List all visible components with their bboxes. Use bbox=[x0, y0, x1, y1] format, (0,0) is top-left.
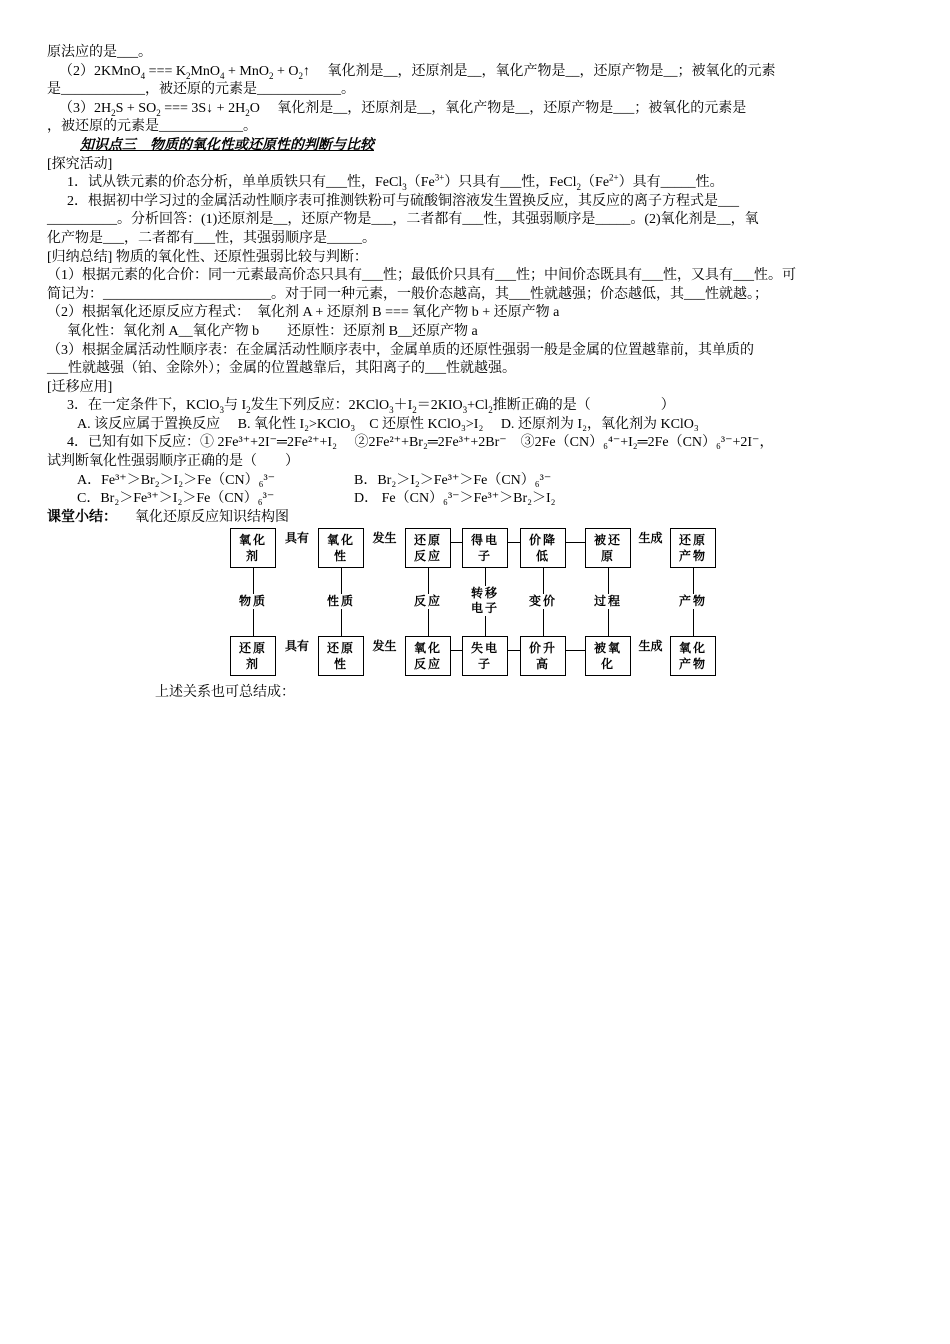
diagram-box-bottom: 被氧 化 bbox=[585, 636, 631, 676]
text-line: 氧化性：氧化剂 A__氧化产物 b 还原性：还原剂 B__还原产物 a bbox=[67, 323, 478, 339]
diagram-link-label: 具有 bbox=[276, 637, 318, 654]
text-line: 原法应的是___。 bbox=[47, 45, 152, 60]
text-line: __________。分析回答：(1)还原剂是__，还原产物是___，二者都有___性，其强弱顺序是_____。(2)氧化剂是__，氧 bbox=[47, 212, 759, 228]
diagram-box-top: 还原 反应 bbox=[405, 528, 451, 568]
diagram-box-bottom: 价升 高 bbox=[520, 636, 566, 676]
question-2: 2．根据初中学习过的金属活动性顺序表可推测铁粉可与硫酸铜溶液发生置换反应，其反应的离子方程式是___ bbox=[67, 193, 739, 209]
diagram-box-top: 被还 原 bbox=[585, 528, 631, 568]
diagram-box-top: 得电 子 bbox=[462, 528, 508, 568]
question-2-line: （2）2KMnO$_4$ === $K_2MnO_4 + MnO_2$ + $O_2↑$ 氧化剂是__，还原剂是__，氧化产物是__，还原产物是__；被氧化的元素 bbox=[59, 63, 776, 81]
question-3-options: A. 该反应属于置换反应 B. 氧化性 I₂>KClO₃ C 还原性 KClO₃>I₂ D. 还原剂为 I₂，氧化剂为 KClO₃ bbox=[77, 416, 699, 432]
section-heading: 知识点三 物质的氧化性或还原性的判断与比较 bbox=[80, 137, 374, 153]
diagram-middle-label: 转移 电子 bbox=[461, 586, 509, 616]
text-line: ___性就越强（铂、金除外）；金属的位置越靠后，其阳离子的___性就越强。 bbox=[47, 361, 516, 377]
text-line: （1）根据元素的化合价：同一元素最高价态只具有___性；最低价只具有___性；中间价态既具有___性，又具有___性。可 bbox=[47, 268, 796, 284]
apply-label: [迁移应用] bbox=[47, 379, 113, 395]
diagram-box-top: 价降 低 bbox=[520, 528, 566, 568]
text-line: ，被还原的元素是____________。 bbox=[47, 119, 257, 135]
question-4: 4．已知有如下反应：① 2Fe³⁺+2I⁻═2Fe²⁺+I₂ ②2Fe²⁺+Br₂═2Fe³⁺+2Br⁻ ③2Fe（CN）₆⁴⁻+I₂═2Fe（CN）₆³⁻+2I⁻， bbox=[67, 435, 774, 451]
diagram-box-top: 氧化 剂 bbox=[230, 528, 276, 568]
knowledge-structure-diagram bbox=[230, 528, 716, 678]
question-3: 3．在一定条件下，KClO$_3$与 $I_2$发生下列反应：$2KClO_3+I_2=2KIO_3+Cl_2$推断正确的是（ ） bbox=[67, 398, 675, 416]
options-row bbox=[47, 490, 907, 509]
option-b: B．Br₂＞I₂＞Fe³⁺＞Fe（CN）₆³⁻ bbox=[354, 472, 552, 488]
text-line: 化产物是___，二者都有___性，其强弱顺序是_____。 bbox=[47, 230, 376, 246]
summary-note: 上述关系也可总结成： bbox=[155, 685, 295, 700]
class-summary-label: 课堂小结： bbox=[47, 509, 117, 525]
diagram-link bbox=[566, 542, 585, 543]
diagram-link bbox=[451, 542, 462, 543]
diagram-title: 氧化还原反应知识结构图 bbox=[135, 509, 289, 525]
diagram-middle-label: 过程 bbox=[584, 594, 632, 609]
diagram-box-bottom: 氧化 反应 bbox=[405, 636, 451, 676]
text-line: （2）根据氧化还原反应方程式： 氧化剂 A + 还原剂 B === 氧化产物 b + 还原产物 a bbox=[47, 305, 560, 321]
diagram-link-label: 发生 bbox=[364, 529, 405, 546]
question-3-line: $(3)2H_2S + SO_2$ === 3S↓ + $2H_2O$ 氧化剂是__，还原剂是__，氧化产物是__，还原产物是___；被氧化的元素是 bbox=[59, 100, 747, 118]
diagram-box-bottom: 氧化 产物 bbox=[670, 636, 716, 676]
diagram-link-label: 具有 bbox=[276, 529, 318, 546]
diagram-box-top: 氧化 性 bbox=[318, 528, 364, 568]
summary-head: [归纳总结] 物质的氧化性、还原性强弱比较与判断： bbox=[47, 249, 368, 265]
diagram-middle-label: 变价 bbox=[519, 594, 567, 609]
diagram-box-bottom: 还原 剂 bbox=[230, 636, 276, 676]
class-summary-line bbox=[47, 509, 907, 528]
diagram-box-bottom: 失电 子 bbox=[462, 636, 508, 676]
diagram-middle-label: 物质 bbox=[229, 594, 277, 609]
diagram-link-label: 生成 bbox=[631, 529, 670, 546]
question-1: 1．试从铁元素的价态分析，单单质铁只有___性，$FeCl_3(Fe^{3+})$只具有___性，$FeCl_2(Fe^{2+})$具有_____性。 bbox=[67, 172, 724, 192]
diagram-middle-label: 性质 bbox=[317, 594, 365, 609]
diagram-link bbox=[451, 650, 462, 651]
options-row bbox=[47, 472, 907, 491]
text-line: 试判断氧化性强弱顺序正确的是（ ） bbox=[47, 454, 299, 470]
text-line: 简记为：________________________。对于同一种元素，一般价态越高，其___性就越强；价态越低，其___性就越。； bbox=[47, 286, 768, 302]
diagram-link-label: 生成 bbox=[631, 637, 670, 654]
diagram-link bbox=[508, 650, 520, 651]
diagram-middle-label: 反应 bbox=[404, 594, 452, 609]
diagram-link-label: 发生 bbox=[364, 637, 405, 654]
option-c: C．Br₂＞Fe³⁺＞I₂＞Fe（CN）₆³⁻ bbox=[77, 491, 275, 507]
text-line: （3）根据金属活动性顺序表：在金属活动性顺序表中，金属单质的还原性强弱一般是金属的位置越靠前，其单质的 bbox=[47, 342, 754, 358]
option-d: D． Fe（CN）₆³⁻＞Fe³⁺＞Br₂＞I₂ bbox=[354, 491, 556, 507]
diagram-middle-label: 产物 bbox=[669, 594, 717, 609]
document-page bbox=[47, 44, 907, 527]
option-a: A．Fe³⁺＞Br₂＞I₂＞Fe（CN）₆³⁻ bbox=[77, 472, 276, 488]
diagram-box-bottom: 还原 性 bbox=[318, 636, 364, 676]
diagram-link bbox=[508, 542, 520, 543]
diagram-link bbox=[566, 650, 585, 651]
diagram-box-top: 还原 产物 bbox=[670, 528, 716, 568]
text-line: 是____________，被还原的元素是____________。 bbox=[47, 82, 355, 98]
explore-label: [探究活动] bbox=[47, 156, 113, 172]
